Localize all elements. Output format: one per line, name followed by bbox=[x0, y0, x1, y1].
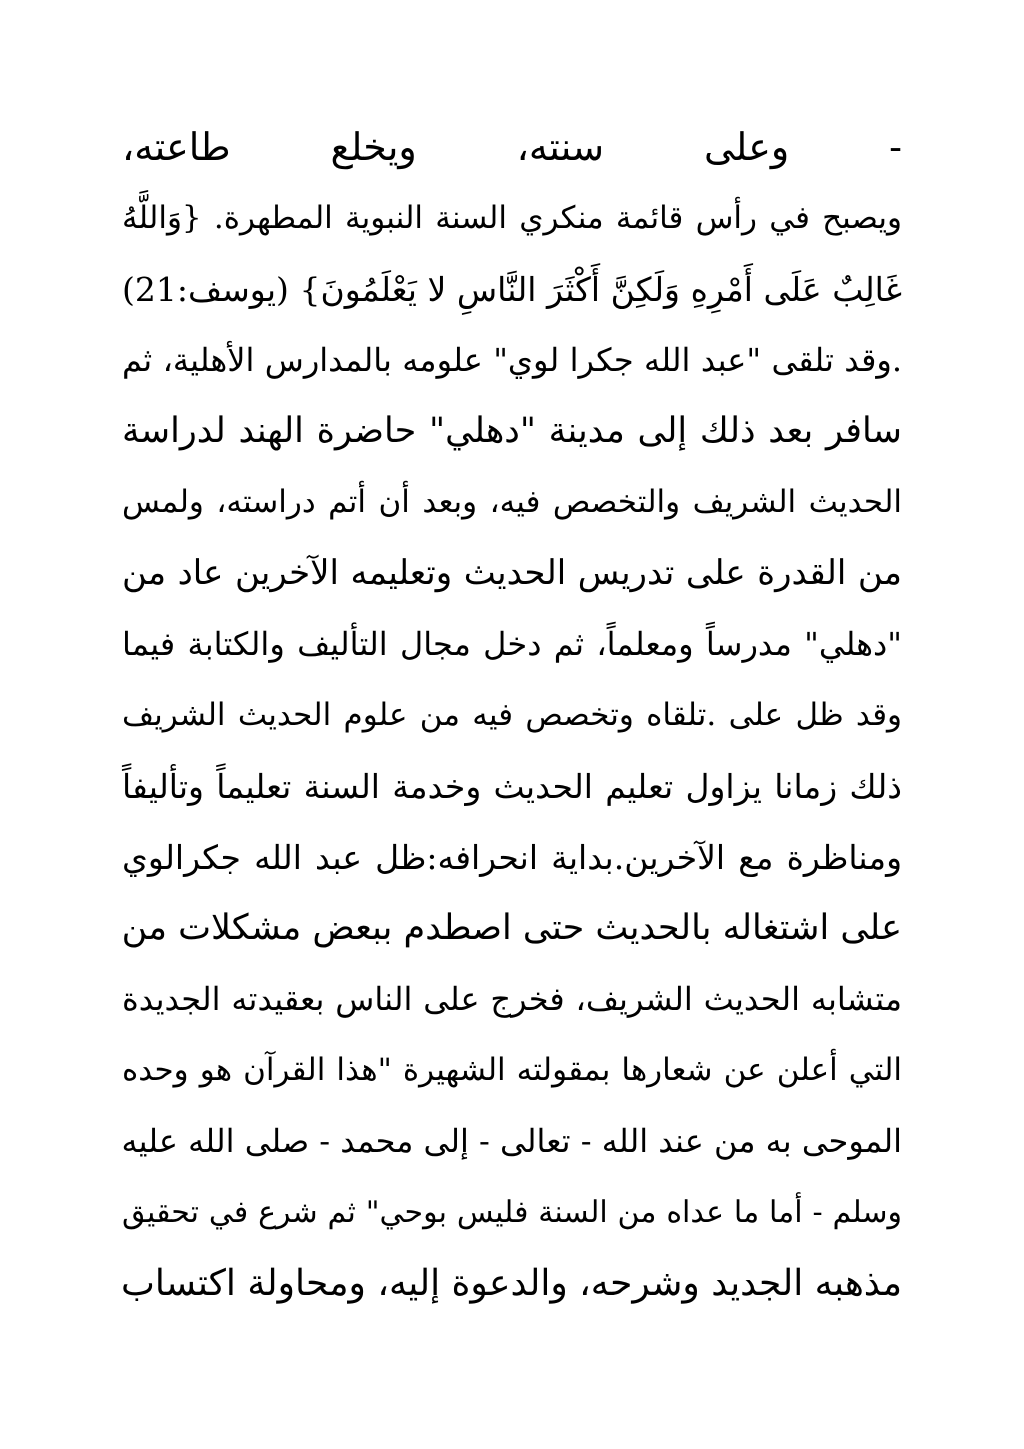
text-line-6: الحديث الشريف والتخصص فيه، وبعد أن أتم دراسته، ولمس bbox=[122, 484, 902, 520]
text-line-11: ومناظرة مع الآخرين.بداية انحرافه:ظل عبد الله جكرالوي bbox=[122, 838, 902, 877]
text-line-17: مذهبه الجديد وشرحه، والدعوة إليه، ومحاولة اكتساب bbox=[120, 1263, 902, 1304]
text-line-14: التي أعلن عن شعارها بمقولته الشهيرة "هذا القرآن هو وحده bbox=[122, 1052, 902, 1088]
text-line-5: سافر بعد ذلك إلى مدينة "دهلي" حاضرة الهند لدراسة bbox=[122, 411, 902, 451]
text-line-13: متشابه الحديث الشريف، فخرج على الناس بعقيدته الجديدة bbox=[122, 980, 902, 1018]
text-line-10: ذلك زمانا يزاول تعليم الحديث وخدمة السنة تعليماً وتأليفاً bbox=[122, 767, 902, 806]
text-line-3: غَالِبٌ عَلَى أَمْرِهِ وَلَكِنَّ أَكْثَرَ النَّاسِ لا يَعْلَمُونَ} (يوسف:21) bbox=[122, 270, 902, 309]
text-line-2: ويصبح في رأس قائمة منكري السنة النبوية المطهرة. {وَاللَّهُ bbox=[122, 200, 902, 236]
body-text bbox=[122, 112, 902, 1319]
text-line-7: من القدرة على تدريس الحديث وتعليمه الآخرين عاد من bbox=[122, 553, 902, 593]
text-line-1: - وعلى سنته، ويخلع طاعته، bbox=[122, 125, 902, 169]
text-line-15: الموحى به من عند الله - تعالى - إلى محمد - صلى الله عليه bbox=[121, 1122, 902, 1160]
text-line-12: على اشتغاله بالحديث حتى اصطدم ببعض مشكلات من bbox=[121, 908, 902, 948]
text-line-16: وسلم - أما ما عداه من السنة فليس بوحي" ثم شرع في تحقيق bbox=[122, 1195, 902, 1230]
text-line-8: "دهلي" مدرساً ومعلماً، ثم دخل مجال التأليف والكتابة فيما bbox=[122, 625, 902, 663]
text-line-9: وقد ظل على .تلقاه وتخصص فيه من علوم الحديث الشريف bbox=[122, 697, 902, 733]
text-line-4: .وقد تلقى "عبد الله جكرا لوي" علومه بالمدارس الأهلية، ثم bbox=[122, 341, 902, 379]
